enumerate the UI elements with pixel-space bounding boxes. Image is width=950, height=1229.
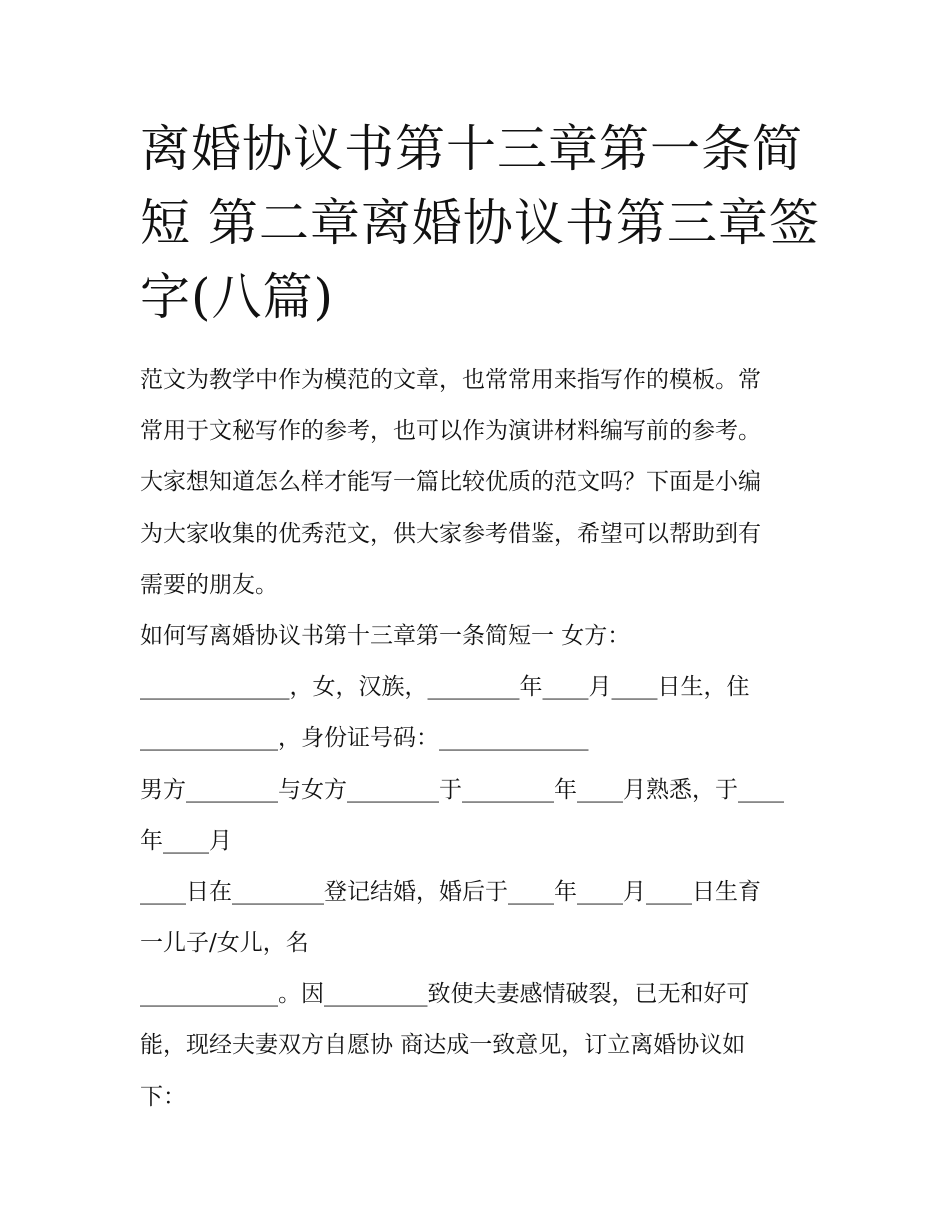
intro-line: 大家想知道怎么样才能写一篇比较优质的范文吗？下面是小编 xyxy=(140,469,761,496)
intro-line: 常用于文秘写作的参考，也可以作为演讲材料编写前的参考。 xyxy=(140,418,761,445)
form-line: ____________。因_________致使夫妻感情破裂，已无和好可 xyxy=(140,981,750,1008)
form-line: 一儿子/女儿，名 xyxy=(140,930,309,957)
title-line: 短 第二章离婚协议书第三章签 xyxy=(140,194,820,252)
form-line: ____日在________登记结婚，婚后于____年____月____日生育 xyxy=(140,878,761,905)
document-body xyxy=(140,355,830,1123)
form-line: ____________，身份证号码：_____________ xyxy=(140,725,589,752)
title-line: 离婚协议书第十三章第一条简 xyxy=(140,120,803,178)
intro-line: 为大家收集的优秀范文，供大家参考借鉴，希望可以帮助到有 xyxy=(140,520,761,547)
title-line: 字(八篇) xyxy=(140,268,335,326)
document-title xyxy=(140,112,830,334)
form-line: 年____月 xyxy=(140,827,232,854)
body-line: 下： xyxy=(140,1083,186,1110)
section-heading: 如何写离婚协议书第十三章第一条简短一 女方： xyxy=(140,622,631,649)
form-line: 男方________与女方________于________年____月熟悉，于____ xyxy=(140,776,784,803)
form-line: _____________，女，汉族，________年____月____日生，住 xyxy=(140,674,750,701)
intro-line: 范文为教学中作为模范的文章，也常常用来指写作的模板。常 xyxy=(140,367,761,393)
body-line: 能，现经夫妻双方自愿协 商达成一致意见，订立离婚协议如 xyxy=(140,1032,746,1059)
intro-line: 需要的朋友。 xyxy=(140,571,278,598)
